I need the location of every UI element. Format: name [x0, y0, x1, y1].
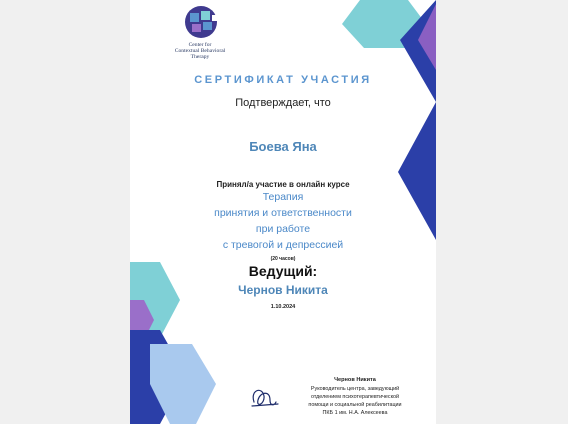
signature-icon — [248, 382, 282, 412]
course-hours: (20 часов) — [270, 256, 296, 262]
logo-line: Contextual Behavioral — [174, 48, 226, 54]
signer-title-line: отделением психотерапевтической — [310, 394, 400, 400]
certificate-date: 1.10.2024 — [270, 304, 296, 310]
certificate-page — [130, 0, 436, 424]
certificate-title: СЕРТИФИКАТ УЧАСТИЯ — [194, 74, 372, 86]
accepted-text: Принял/а участие в онлайн курсе — [216, 180, 350, 189]
signer-title-line: помощи и социальной реабилитации — [308, 402, 402, 408]
logo-line: Center for — [188, 42, 212, 48]
signer-name: Чернов Никита — [334, 377, 376, 383]
logo-text — [150, 42, 250, 60]
course-title-line: с тревогой и депрессией — [222, 239, 344, 251]
signer-title-line: Руководитель центра, заведующий — [310, 386, 400, 392]
course-title-line: Терапия — [262, 191, 304, 203]
course-title-line: принятия и ответственности — [214, 207, 352, 219]
confirms-text: Подтверждает, что — [235, 97, 331, 109]
leader-name: Чернов Никита — [238, 283, 328, 297]
signer-title-line: ПКБ 1 им. Н.А. Алексеева — [322, 410, 388, 416]
participant-name: Боева Яна — [249, 139, 317, 154]
course-title-line: при работе — [255, 223, 311, 235]
leader-label: Ведущий: — [248, 263, 318, 279]
logo-line: Therapy — [190, 54, 210, 60]
